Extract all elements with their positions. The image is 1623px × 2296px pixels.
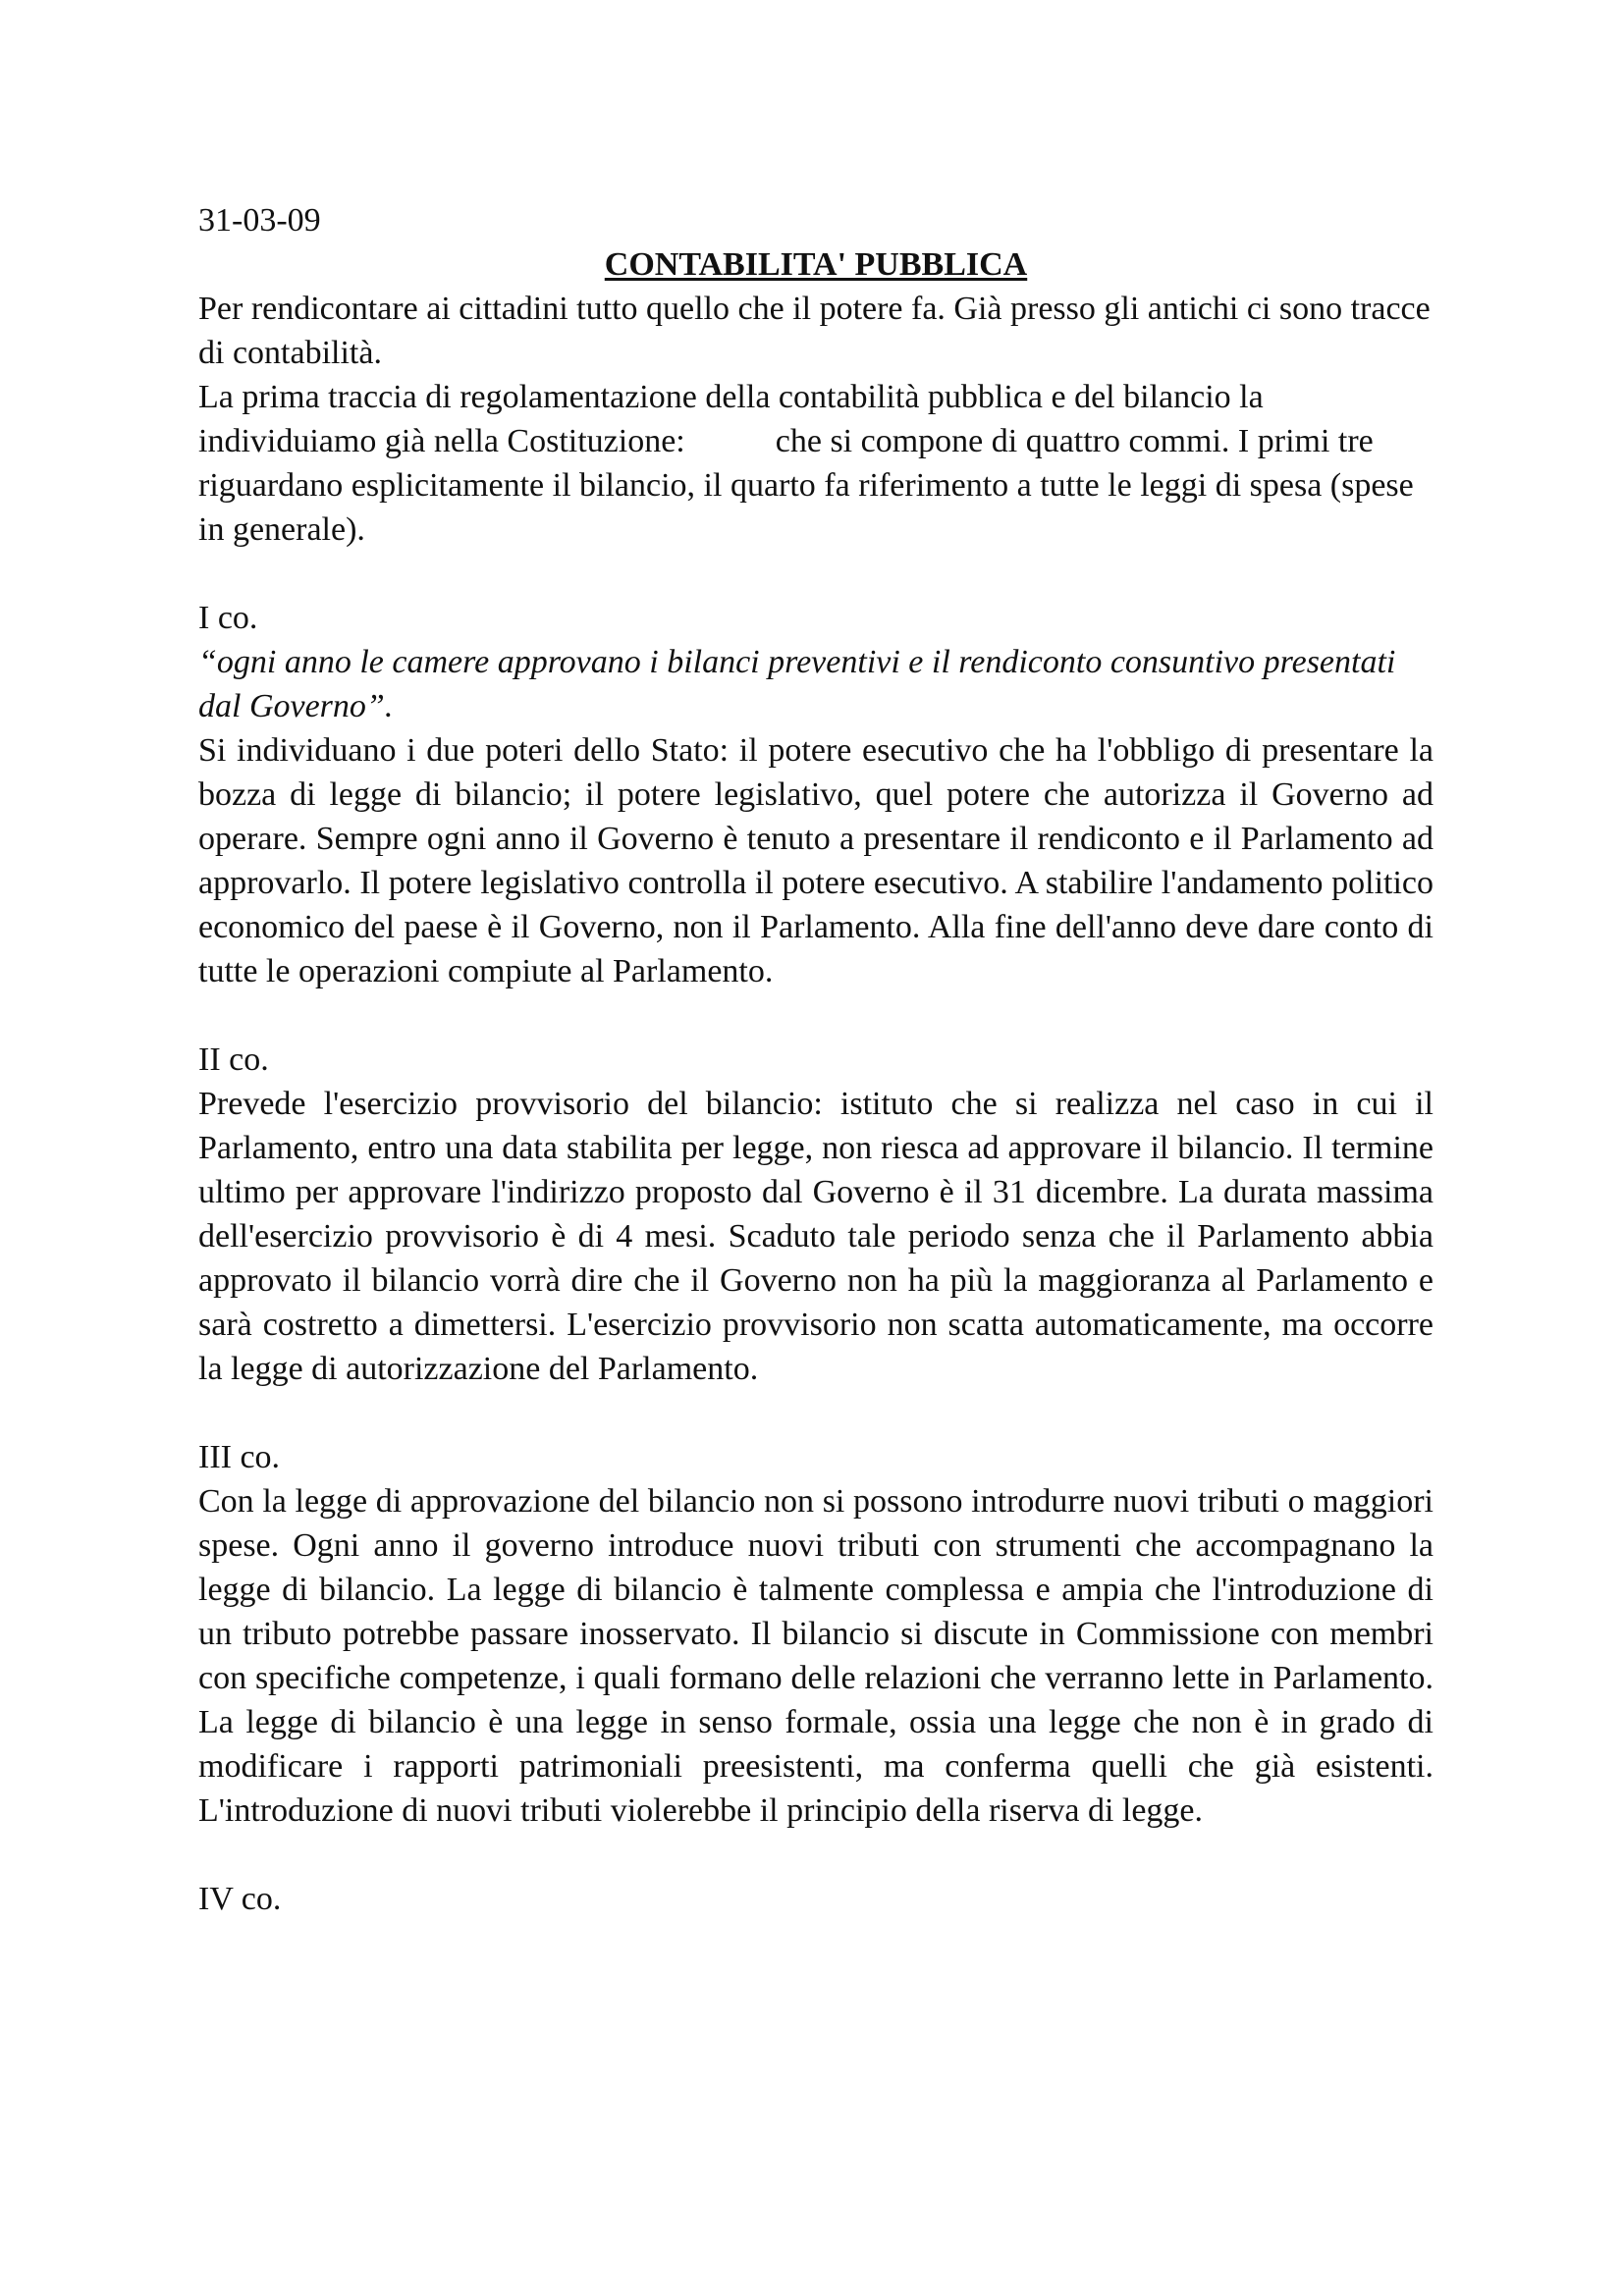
section-body: Con la legge di approvazione del bilancio non si possono introdurre nuovi tributi o maggiori spese. Ogni anno il governo introduce nuovi tributi con strumenti che accompagnano la legge di bilancio. La legge di bilancio è talmente complessa e ampia che l'introduzione di un tributo potrebbe passare inosservato. Il bilancio si discute in Commissione con membri con specifiche competenze, i quali formano delle relazioni che verranno lette in Parlamento. La legge di bilancio è una legge in senso formale, ossia una legge che non è in grado di modificare i rapporti patrimoniali preesistenti, ma conferma quelli che già esistenti. L'introduzione di nuovi tributi violerebbe il principio della riserva di legge. (198, 1483, 1434, 1829)
section-body: Si individuano i due poteri dello Stato: il potere esecutivo che ha l'obbligo di presentare la bozza di legge di bilancio; il potere legislativo, quel potere che autorizza il Governo ad operare. Sempre ogni anno il Governo è tenuto a presentare il rendiconto e il Parlamento ad approvarlo. Il potere legislativo controlla il potere esecutivo. A stabilire l'andamento politico economico del paese è il Governo, non il Parlamento. Alla fine dell'anno deve dare conto di tutte le operazioni compiute al Parlamento. (198, 732, 1434, 989)
document-body (198, 198, 1434, 1921)
intro-paragraph-2 (198, 375, 1434, 552)
document-title: CONTABILITA' PUBBLICA (604, 246, 1028, 283)
intro-paragraph-2-end: che si compone di quattro commi. I primi tre riguardano esplicitamente il bilancio, il quarto fa riferimento a tutte le leggi di spesa (spese in generale). (198, 423, 1414, 548)
section-body: Prevede l'esercizio provvisorio del bilancio: istituto che si realizza nel caso in cui il Parlamento, entro una data stabilita per legge, non riesca ad approvare il bilancio. Il termine ultimo per approvare l'indirizzo proposto dal Governo è il 31 dicembre. La durata massima dell'esercizio provvisorio è di 4 mesi. Scaduto tale periodo senza che il Parlamento abbia approvato il bilancio vorrà dire che il Governo non ha più la maggioranza al Parlamento e sarà costretto a dimettersi. L'esercizio provvisorio non scatta automaticamente, ma occorre la legge di autorizzazione del Parlamento. (198, 1086, 1434, 1387)
intro-paragraph-2-start: La prima traccia di regolamentazione della contabilità pubblica e del bilancio la individuiamo già nella Costituzione: (198, 379, 1264, 459)
section-heading: I co. (198, 600, 258, 636)
paragraph-spacer (198, 1833, 1434, 1877)
constitution-quote: “ogni anno le camere approvano i bilanci preventivi e il rendiconto consuntivo presentati dal Governo”. (198, 644, 1396, 724)
section-heading: III co. (198, 1439, 281, 1475)
document-date: 31-03-09 (198, 202, 321, 239)
paragraph-spacer (198, 993, 1434, 1038)
section-heading: II co. (198, 1041, 269, 1078)
paragraph-spacer (198, 1391, 1434, 1435)
section-heading: IV co. (198, 1881, 282, 1917)
intro-paragraph-1: Per rendicontare ai cittadini tutto quello che il potere fa. Già presso gli antichi ci sono tracce di contabilità. (198, 291, 1431, 371)
paragraph-spacer (198, 552, 1434, 596)
